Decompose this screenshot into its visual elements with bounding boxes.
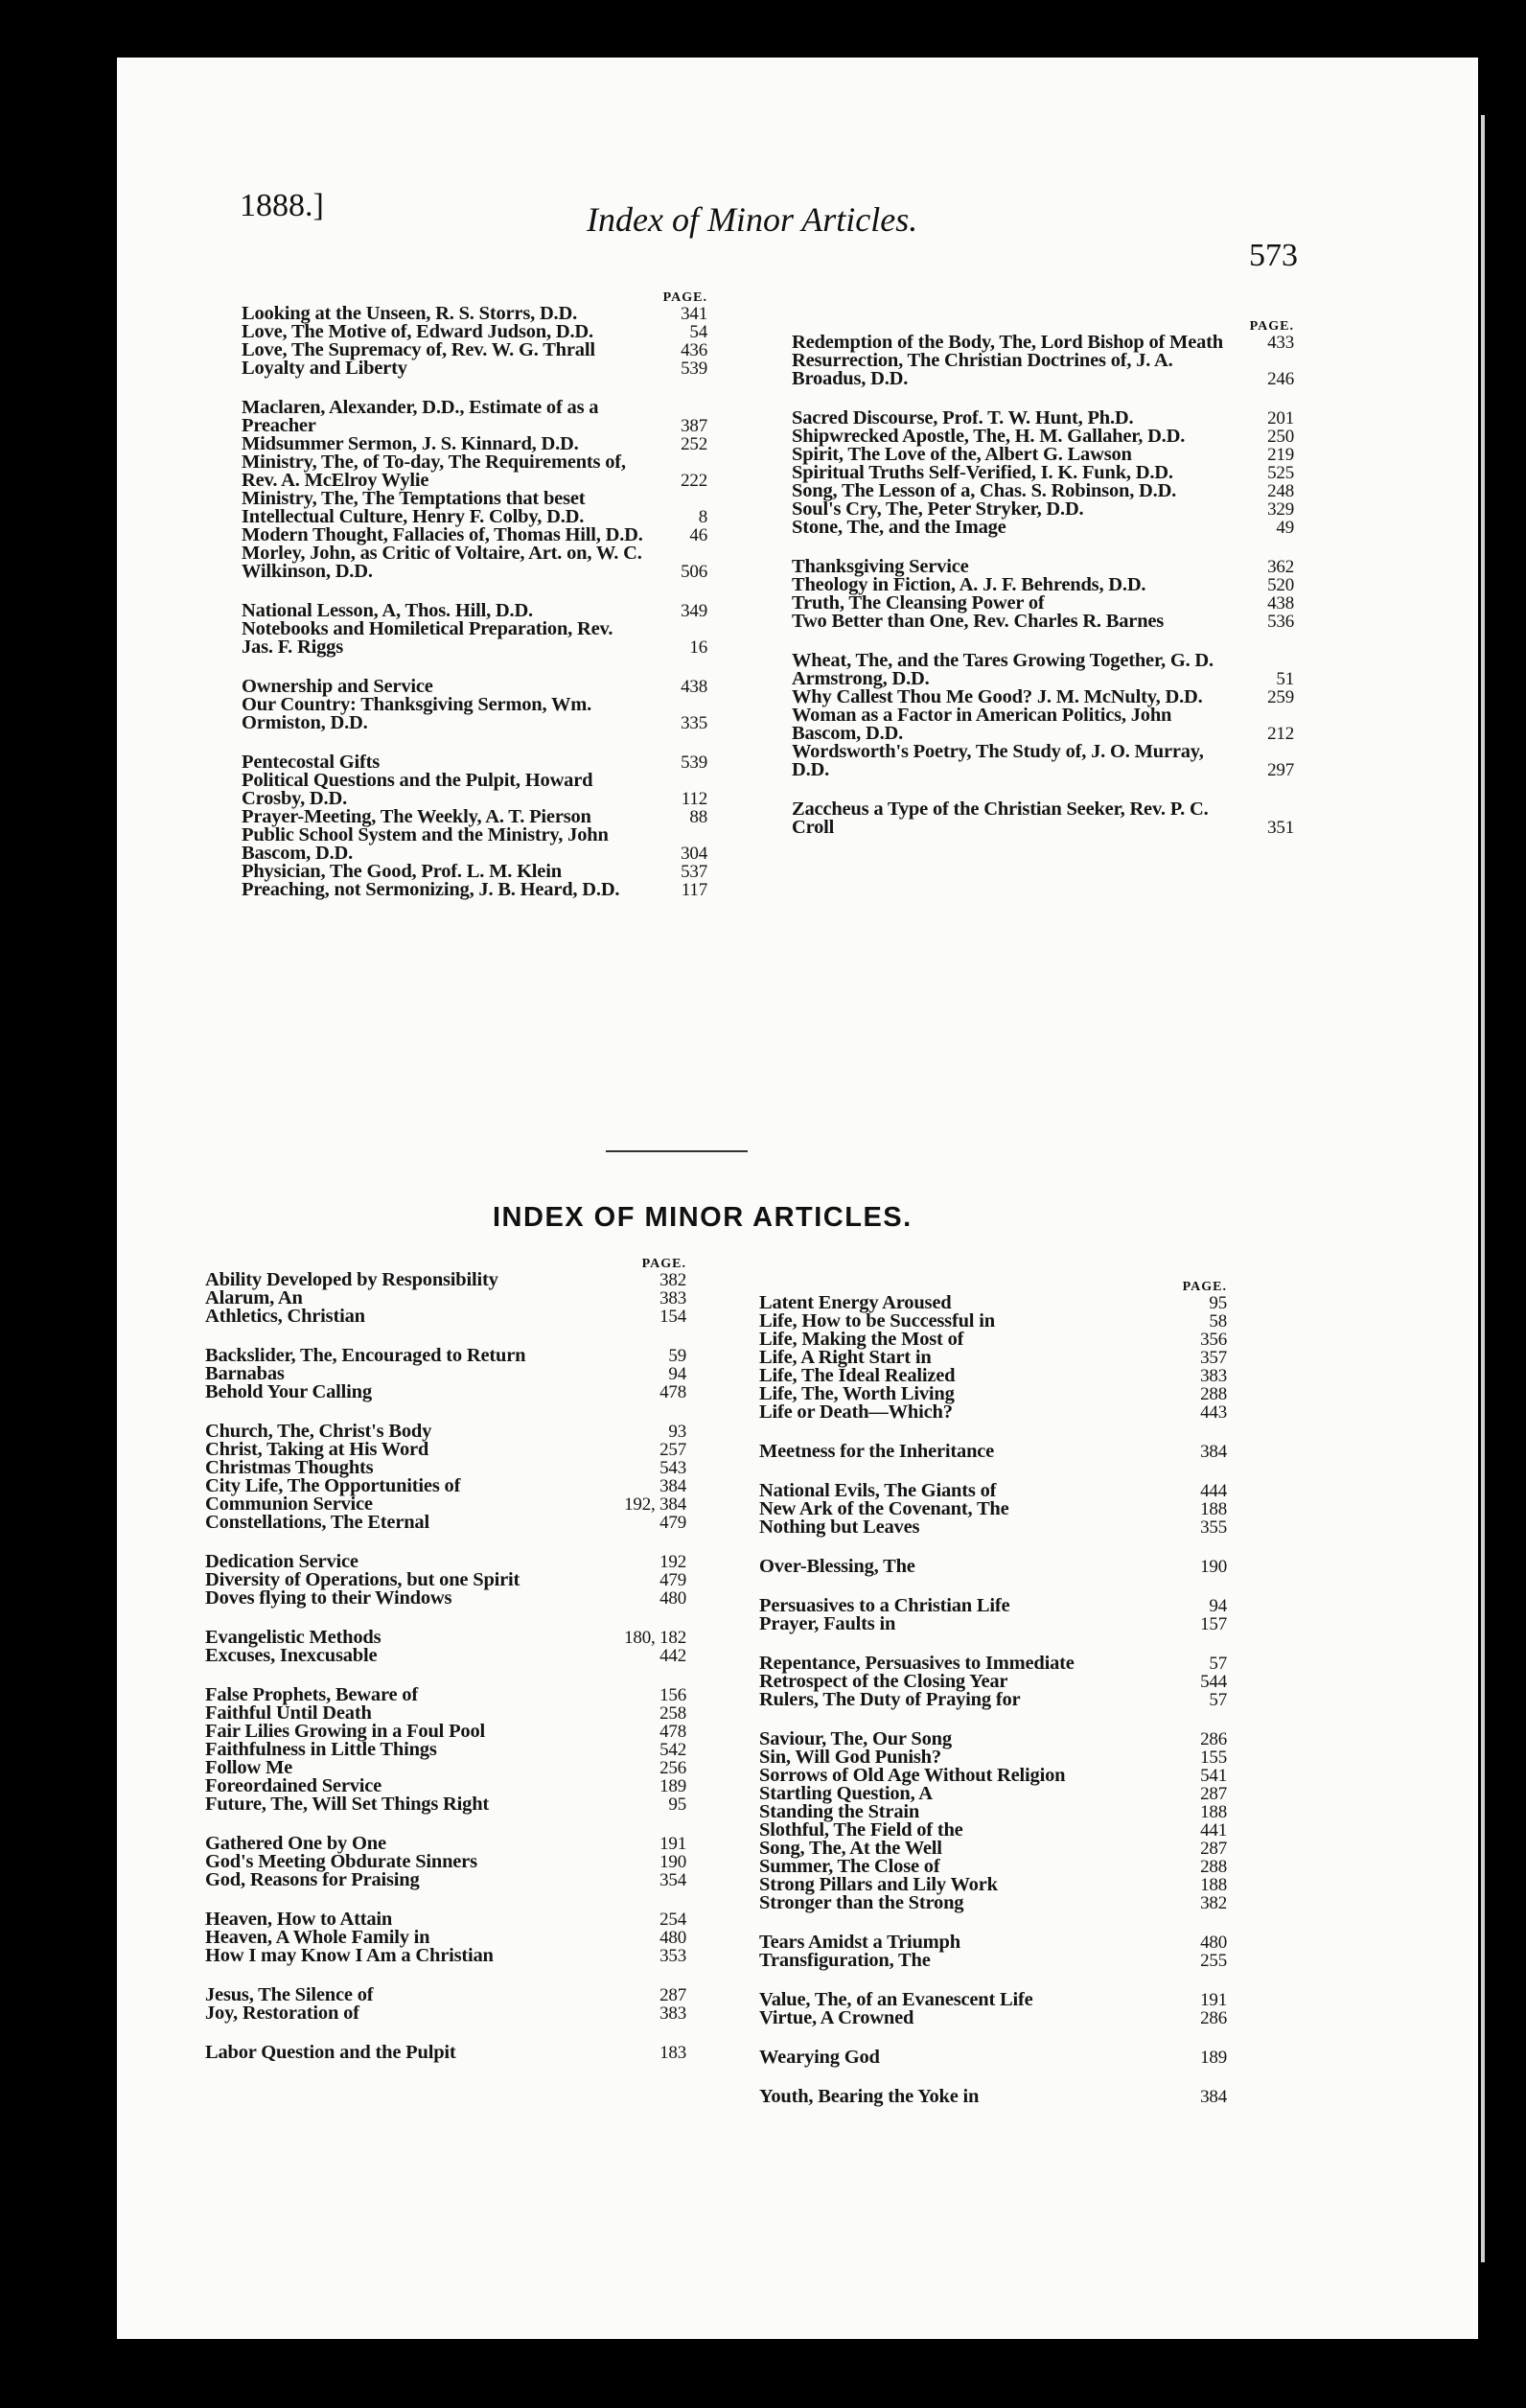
index-entry [242, 453, 707, 490]
entry-page: 191 [1200, 1990, 1227, 2010]
entry-page: 8 [698, 507, 707, 527]
entry-page: 438 [1267, 593, 1294, 614]
entry-page: 525 [1267, 463, 1294, 483]
group-spacer [205, 1401, 686, 1423]
index-entry [792, 352, 1294, 388]
index-entry [759, 1403, 1227, 1422]
index-entry [792, 652, 1294, 688]
index-entry [759, 2049, 1227, 2067]
entry-title: Faithful Until Death [205, 1702, 372, 1724]
index-entry [205, 1308, 686, 1326]
entry-page: 438 [681, 677, 707, 697]
entry-page: 259 [1267, 687, 1294, 707]
index-entry [759, 1443, 1227, 1461]
entry-page: 51 [1276, 669, 1294, 689]
index-column-top-right [792, 320, 1294, 837]
group-spacer [759, 1912, 1227, 1933]
index-entry [205, 2004, 686, 2023]
entry-title: Standing the Strain [759, 1801, 920, 1822]
entry-page: 478 [659, 1722, 686, 1742]
group-spacer [759, 1461, 1227, 1482]
entry-title: Joy, Restoration of [205, 2003, 359, 2024]
entry-title: Doves flying to their Windows [205, 1587, 452, 1609]
entry-title: Why Callest Thou Me Good? J. M. McNulty, D.D. [792, 686, 1203, 707]
entry-title: Behold Your Calling [205, 1381, 372, 1402]
entry-title: Rulers, The Duty of Praying for [759, 1689, 1021, 1710]
entry-title: Tears Amidst a Triumph [759, 1932, 960, 1953]
page-edge-shadow [1481, 115, 1485, 2262]
entry-page: 382 [659, 1270, 686, 1290]
index-entry [792, 706, 1294, 743]
page-column-header: PAGE. [1182, 1280, 1227, 1294]
entry-page: 384 [1200, 2087, 1227, 2107]
entry-title: Life, A Right Start in [759, 1347, 932, 1368]
group-spacer [205, 1889, 686, 1910]
entry-page: 192 [659, 1552, 686, 1572]
entry-page: 222 [681, 471, 707, 491]
entry-page: 341 [681, 304, 707, 324]
entry-title: God's Meeting Obdurate Sinners [205, 1851, 477, 1872]
entry-page: 539 [681, 752, 707, 773]
entry-page: 157 [1200, 1614, 1227, 1634]
entry-page: 383 [1200, 1366, 1227, 1386]
entry-title: Follow Me [205, 1757, 292, 1778]
group-spacer [242, 581, 707, 602]
group-spacer [759, 2067, 1227, 2088]
entry-page: 433 [1267, 333, 1294, 353]
entry-title: Ability Developed by Responsibility [205, 1269, 498, 1290]
index-entry [205, 1871, 686, 1889]
entry-page: 287 [659, 1985, 686, 2005]
entry-page: 212 [1267, 724, 1294, 744]
entry-title: National Evils, The Giants of [759, 1480, 997, 1501]
index-entry [759, 1518, 1227, 1537]
entry-title: Persuasives to a Christian Life [759, 1595, 1010, 1616]
entry-title: Song, The Lesson of a, Chas. S. Robinson, D.D. [792, 480, 1177, 501]
entry-title: Christ, Taking at His Word [205, 1439, 429, 1460]
entry-title: Physician, The Good, Prof. L. M. Klein [242, 861, 562, 882]
entry-title: Stronger than the Strong [759, 1892, 964, 1913]
entry-title: Life, The, Worth Living [759, 1383, 955, 1404]
index-entry [759, 2009, 1227, 2027]
entry-title: Retrospect of the Closing Year [759, 1671, 1008, 1692]
entry-page: 256 [659, 1758, 686, 1778]
entry-page: 536 [1267, 612, 1294, 632]
page-column-header: PAGE. [641, 1257, 686, 1271]
entry-page: 88 [689, 807, 707, 827]
entry-title: Dedication Service [205, 1551, 358, 1572]
entry-page: 46 [689, 525, 707, 545]
entry-page: 353 [659, 1946, 686, 1966]
index-entry [242, 490, 707, 526]
index-entry [792, 613, 1294, 631]
entry-page: 180, 182 [624, 1628, 686, 1648]
entry-page: 544 [1200, 1672, 1227, 1692]
page-column-header: PAGE. [662, 290, 707, 305]
entry-page: 154 [659, 1307, 686, 1327]
entry-title: Youth, Bearing the Yoke in [759, 2086, 980, 2107]
entry-page: 480 [659, 1588, 686, 1609]
entry-page: 304 [681, 844, 707, 864]
running-head-title: Index of Minor Articles. [587, 200, 918, 239]
entry-page: 288 [1200, 1384, 1227, 1404]
entry-title: Latent Energy Aroused [759, 1292, 952, 1313]
entry-page: 250 [1267, 427, 1294, 447]
entry-page: 349 [681, 601, 707, 621]
group-spacer [759, 1709, 1227, 1730]
entry-title: Modern Thought, Fallacies of, Thomas Hill, D.D. [242, 524, 643, 545]
index-column-top-left [242, 291, 707, 899]
entry-title: Faithfulness in Little Things [205, 1739, 437, 1760]
entry-title: Transfiguration, The [759, 1950, 931, 1971]
entry-title: How I may Know I Am a Christian [205, 1945, 494, 1966]
entry-title: Love, The Supremacy of, Rev. W. G. Thrall [242, 339, 595, 360]
index-entry [205, 1383, 686, 1401]
entry-page: 188 [1200, 1499, 1227, 1519]
entry-page: 383 [659, 1288, 686, 1308]
entry-page: 286 [1200, 2008, 1227, 2028]
entry-page: 112 [681, 789, 707, 809]
group-spacer [759, 1970, 1227, 1991]
entry-page: 258 [659, 1703, 686, 1724]
entry-title: Foreordained Service [205, 1775, 382, 1796]
entry-page: 362 [1267, 557, 1294, 577]
entry-page: 255 [1200, 1951, 1227, 1971]
group-spacer [205, 1965, 686, 1986]
index-entry [792, 519, 1294, 537]
entry-page: 382 [1200, 1893, 1227, 1913]
group-spacer [792, 779, 1294, 800]
index-entry [205, 2044, 686, 2062]
entry-page: 93 [668, 1422, 686, 1442]
entry-title: Song, The, At the Well [759, 1838, 942, 1859]
index-entry [759, 1691, 1227, 1709]
entry-title: Gathered One by One [205, 1833, 386, 1854]
group-spacer [792, 388, 1294, 409]
entry-page: 191 [659, 1834, 686, 1854]
entry-title: Summer, The Close of [759, 1856, 940, 1877]
section-divider [606, 1150, 748, 1152]
entry-page: 297 [1267, 760, 1294, 780]
group-spacer [759, 1633, 1227, 1655]
entry-page: 95 [668, 1794, 686, 1815]
group-spacer [205, 1326, 686, 1347]
entry-page: 16 [689, 637, 707, 658]
entry-title: Life, The Ideal Realized [759, 1365, 956, 1386]
entry-page: 252 [681, 434, 707, 454]
index-entry [242, 772, 707, 808]
entry-page: 479 [659, 1570, 686, 1590]
entry-title: Morley, John, as Critic of Voltaire, Art. on, W. C. Wilkinson, D.D. [242, 543, 642, 582]
index-column-bottom-left [205, 1258, 686, 2062]
entry-page: 384 [659, 1476, 686, 1496]
entry-title: Ministry, The, The Temptations that beset Intellectual Culture, Henry F. Colby, D.D. [242, 488, 586, 527]
entry-title: Saviour, The, Our Song [759, 1728, 952, 1749]
entry-title: Truth, The Cleansing Power of [792, 592, 1045, 614]
entry-title: Communion Service [205, 1493, 373, 1515]
entry-page: 189 [1200, 2048, 1227, 2068]
entry-title: Political Questions and the Pulpit, Howard Crosby, D.D. [242, 770, 593, 809]
entry-page: 542 [659, 1740, 686, 1760]
entry-page: 354 [659, 1870, 686, 1890]
entry-page: 537 [681, 862, 707, 882]
entry-title: Preaching, not Sermonizing, J. B. Heard, D.D. [242, 879, 620, 900]
index-entry [205, 1795, 686, 1814]
entry-page: 287 [1200, 1839, 1227, 1859]
entry-title: God, Reasons for Praising [205, 1869, 420, 1890]
group-spacer [242, 657, 707, 678]
entry-page: 94 [1209, 1596, 1227, 1616]
entry-page: 539 [681, 359, 707, 379]
entry-page: 441 [1200, 1820, 1227, 1841]
entry-page: 480 [659, 1928, 686, 1948]
entry-title: Meetness for the Inheritance [759, 1441, 995, 1462]
entry-page: 335 [681, 713, 707, 733]
entry-title: Backslider, The, Encouraged to Return [205, 1345, 526, 1366]
entry-title: Excuses, Inexcusable [205, 1645, 378, 1666]
entry-title: Heaven, How to Attain [205, 1909, 393, 1930]
entry-page: 383 [659, 2003, 686, 2024]
index-entry [242, 696, 707, 732]
entry-title: Church, The, Christ's Body [205, 1421, 432, 1442]
entry-title: New Ark of the Covenant, The [759, 1498, 1009, 1519]
entry-page: 355 [1200, 1517, 1227, 1538]
entry-title: Our Country: Thanksgiving Sermon, Wm. Ormiston, D.D. [242, 694, 592, 733]
index-entry [205, 1947, 686, 1965]
entry-page: 520 [1267, 575, 1294, 595]
section-title: INDEX OF MINOR ARTICLES. [493, 1202, 913, 1233]
index-entry [242, 359, 707, 378]
entry-title: Over-Blessing, The [759, 1556, 915, 1577]
entry-title: Slothful, The Field of the [759, 1819, 963, 1841]
entry-title: Woman as a Factor in American Politics, John Bascom, D.D. [792, 705, 1172, 744]
entry-title: City Life, The Opportunities of [205, 1475, 461, 1496]
index-entry [242, 544, 707, 581]
entry-title: Stone, The, and the Image [792, 517, 1006, 538]
entry-page: 94 [668, 1364, 686, 1384]
entry-page: 183 [659, 2043, 686, 2063]
entry-title: Future, The, Will Set Things Right [205, 1794, 490, 1815]
page-column-header: PAGE. [1249, 319, 1294, 334]
entry-title: Labor Question and the Pulpit [205, 2042, 456, 2063]
index-entry [759, 1894, 1227, 1912]
group-spacer [792, 631, 1294, 652]
entry-title: Spiritual Truths Self-Verified, I. K. Funk, D.D. [792, 462, 1173, 483]
entry-title: Ownership and Service [242, 676, 433, 697]
group-spacer [205, 1608, 686, 1629]
entry-title: Sorrows of Old Age Without Religion [759, 1765, 1066, 1786]
entry-title: Strong Pillars and Lily Work [759, 1874, 998, 1895]
entry-page: 257 [659, 1440, 686, 1460]
entry-title: False Prophets, Beware of [205, 1684, 418, 1705]
entry-title: Diversity of Operations, but one Spirit [205, 1569, 520, 1590]
entry-page: 59 [668, 1346, 686, 1366]
entry-title: Two Better than One, Rev. Charles R. Barnes [792, 611, 1165, 632]
entry-title: Maclaren, Alexander, D.D., Estimate of as a Preacher [242, 397, 599, 436]
group-spacer [242, 378, 707, 399]
index-entry [242, 399, 707, 435]
entry-title: Repentance, Persuasives to Immediate [759, 1653, 1075, 1674]
entry-title: National Lesson, A, Thos. Hill, D.D. [242, 600, 533, 621]
entry-title: Evangelistic Methods [205, 1627, 382, 1648]
entry-page: 219 [1267, 445, 1294, 465]
entry-page: 189 [659, 1776, 686, 1796]
entry-title: Christmas Thoughts [205, 1457, 374, 1478]
entry-page: 54 [689, 322, 707, 342]
group-spacer [205, 1814, 686, 1835]
entry-page: 478 [659, 1382, 686, 1402]
index-entry [205, 1589, 686, 1608]
entry-title: Midsummer Sermon, J. S. Kinnard, D.D. [242, 433, 579, 454]
group-spacer [759, 2027, 1227, 2049]
entry-title: Virtue, A Crowned [759, 2007, 914, 2028]
entry-page: 156 [659, 1685, 686, 1705]
entry-title: Pentecostal Gifts [242, 752, 381, 773]
entry-title: Life or Death—Which? [759, 1401, 953, 1423]
entry-title: Wearying God [759, 2047, 880, 2068]
entry-title: Notebooks and Homiletical Preparation, Rev. Jas. F. Riggs [242, 618, 613, 658]
index-entry [242, 620, 707, 657]
entry-page: 190 [1200, 1557, 1227, 1577]
entry-page: 188 [1200, 1802, 1227, 1822]
entry-page: 543 [659, 1458, 686, 1478]
entry-title: Prayer-Meeting, The Weekly, A. T. Pierson [242, 806, 591, 827]
page-number: 573 [1249, 238, 1298, 273]
entry-page: 254 [659, 1910, 686, 1930]
index-entry [242, 826, 707, 863]
entry-page: 246 [1267, 369, 1294, 389]
entry-title: Public School System and the Ministry, John Bascom, D.D. [242, 824, 609, 864]
entry-title: Jesus, The Silence of [205, 1984, 374, 2005]
group-spacer [205, 2023, 686, 2044]
entry-title: Looking at the Unseen, R. S. Storrs, D.D. [242, 303, 577, 324]
entry-title: Thanksgiving Service [792, 556, 969, 577]
entry-title: Heaven, A Whole Family in [205, 1927, 430, 1948]
group-spacer [205, 1532, 686, 1553]
group-spacer [242, 732, 707, 753]
entry-page: 188 [1200, 1875, 1227, 1895]
entry-title: Barnabas [205, 1363, 285, 1384]
entry-page: 356 [1200, 1330, 1227, 1350]
entry-page: 443 [1200, 1402, 1227, 1423]
entry-page: 384 [1200, 1442, 1227, 1462]
entry-page: 479 [659, 1513, 686, 1533]
entry-page: 201 [1267, 408, 1294, 428]
entry-title: Loyalty and Liberty [242, 358, 407, 379]
entry-page: 480 [1200, 1933, 1227, 1953]
entry-title: Startling Question, A [759, 1783, 933, 1804]
entry-title: Shipwrecked Apostle, The, H. M. Gallaher, D.D. [792, 426, 1186, 447]
entry-title: Sacred Discourse, Prof. T. W. Hunt, Ph.D. [792, 407, 1134, 428]
entry-page: 190 [659, 1852, 686, 1872]
entry-page: 286 [1200, 1729, 1227, 1749]
index-column-bottom-right [759, 1281, 1227, 2106]
entry-title: Spirit, The Love of the, Albert G. Lawson [792, 444, 1132, 465]
entry-page: 436 [681, 340, 707, 360]
entry-title: Prayer, Faults in [759, 1613, 896, 1634]
entry-page: 117 [681, 880, 707, 900]
entry-page: 541 [1200, 1766, 1227, 1786]
entry-page: 357 [1200, 1348, 1227, 1368]
entry-page: 387 [681, 416, 707, 436]
entry-page: 58 [1209, 1311, 1227, 1331]
entry-page: 287 [1200, 1784, 1227, 1804]
entry-title: Theology in Fiction, A. J. F. Behrends, D.D. [792, 574, 1146, 595]
entry-page: 506 [681, 562, 707, 582]
entry-page: 248 [1267, 481, 1294, 501]
entry-page: 329 [1267, 499, 1294, 520]
index-entry [759, 2088, 1227, 2106]
entry-title: Resurrection, The Christian Doctrines of, J. A. Broadus, D.D. [792, 350, 1173, 389]
entry-page: 49 [1276, 518, 1294, 538]
group-spacer [759, 1422, 1227, 1443]
entry-title: Value, The, of an Evanescent Life [759, 1989, 1033, 2010]
index-entry [759, 1558, 1227, 1576]
entry-title: Love, The Motive of, Edward Judson, D.D. [242, 321, 593, 342]
entry-page: 351 [1267, 818, 1294, 838]
group-spacer [759, 1537, 1227, 1558]
index-entry [792, 800, 1294, 837]
entry-title: Soul's Cry, The, Peter Stryker, D.D. [792, 498, 1084, 520]
index-entry [205, 1514, 686, 1532]
entry-title: Zaccheus a Type of the Christian Seeker, Rev. P. C. Croll [792, 799, 1209, 838]
index-entry [759, 1615, 1227, 1633]
entry-title: Nothing but Leaves [759, 1517, 920, 1538]
index-entry [242, 881, 707, 899]
entry-title: Life, Making the Most of [759, 1329, 964, 1350]
entry-title: Sin, Will God Punish? [759, 1747, 941, 1768]
entry-title: Ministry, The, of To-day, The Requirements of, Rev. A. McElroy Wylie [242, 452, 626, 491]
entry-page: 155 [1200, 1748, 1227, 1768]
entry-page: 95 [1209, 1293, 1227, 1313]
entry-title: Life, How to be Successful in [759, 1310, 995, 1331]
entry-title: Fair Lilies Growing in a Foul Pool [205, 1721, 485, 1742]
index-entry [792, 743, 1294, 779]
entry-page: 444 [1200, 1481, 1227, 1501]
entry-title: Athletics, Christian [205, 1306, 365, 1327]
entry-page: 57 [1209, 1690, 1227, 1710]
entry-title: Wheat, The, and the Tares Growing Together, G. D. Armstrong, D.D. [792, 650, 1214, 689]
group-spacer [792, 537, 1294, 558]
entry-title: Redemption of the Body, The, Lord Bishop of Meath [792, 332, 1223, 353]
entry-page: 192, 384 [624, 1494, 686, 1515]
entry-title: Constellations, The Eternal [205, 1512, 429, 1533]
entry-page: 57 [1209, 1654, 1227, 1674]
entry-page: 288 [1200, 1857, 1227, 1877]
running-head-year: 1888.] [240, 188, 324, 223]
index-entry [759, 1952, 1227, 1970]
entry-title: Wordsworth's Poetry, The Study of, J. O. Murray, D.D. [792, 741, 1204, 780]
group-spacer [205, 1665, 686, 1686]
index-entry [205, 1647, 686, 1665]
group-spacer [759, 1576, 1227, 1597]
entry-title: Alarum, An [205, 1287, 303, 1308]
entry-page: 442 [659, 1646, 686, 1666]
